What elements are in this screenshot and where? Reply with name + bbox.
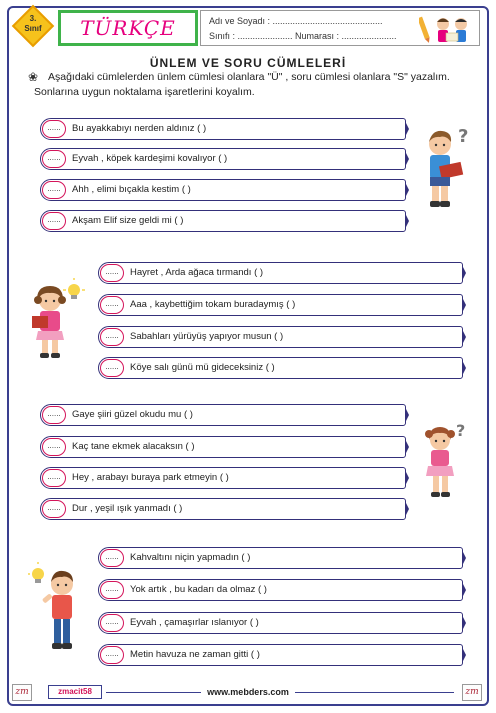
sentence-text: Köye salı günü mü gideceksiniz ( ) xyxy=(130,362,275,373)
answer-blank[interactable]: ...... xyxy=(100,614,124,632)
sentence-text: Dur , yeşil ışık yanmadı ( ) xyxy=(72,503,183,514)
sentence-text: Ahh , elimi bıçakla kestim ( ) xyxy=(72,184,191,195)
answer-blank[interactable]: ...... xyxy=(42,406,66,424)
answer-blank[interactable]: ...... xyxy=(42,212,66,230)
answer-blank[interactable]: ...... xyxy=(42,120,66,138)
sentence-row xyxy=(98,294,463,316)
sentence-row xyxy=(40,210,406,232)
thinking-girl-illustration xyxy=(420,420,474,502)
sentence-text: Hayret , Arda ağaca tırmandı ( ) xyxy=(130,267,264,278)
class-number-line: Sınıfı : ...................... Numarası : ...................... xyxy=(209,31,397,41)
subject-box xyxy=(58,10,198,46)
sentence-row xyxy=(98,612,463,634)
answer-blank[interactable]: ...... xyxy=(100,328,124,346)
answer-blank[interactable]: ...... xyxy=(100,646,124,664)
answer-blank[interactable]: ...... xyxy=(42,469,66,487)
footer-logo-left: zm xyxy=(12,684,32,701)
sentence-row xyxy=(40,179,406,201)
sentence-text: Kahvaltını niçin yapmadın ( ) xyxy=(130,552,251,563)
answer-blank[interactable]: ...... xyxy=(42,181,66,199)
answer-blank[interactable]: ...... xyxy=(100,359,124,377)
answer-blank[interactable]: ...... xyxy=(100,549,124,567)
footer-website[interactable]: www.mebders.com xyxy=(0,687,496,697)
grade-label: 3. Sınıf xyxy=(24,14,42,33)
sentence-text: Aaa , kaybettiğim tokam buradaymış ( ) xyxy=(130,299,296,310)
idea-boy-illustration xyxy=(28,562,88,658)
sentence-text: Yok artık , bu kadarı da olmaz ( ) xyxy=(130,584,267,595)
sentence-row xyxy=(40,436,406,458)
answer-blank[interactable]: ...... xyxy=(100,296,124,314)
sentence-text: Eyvah , çamaşırlar ıslanıyor ( ) xyxy=(130,617,259,628)
answer-blank[interactable]: ...... xyxy=(100,264,124,282)
sentence-row xyxy=(40,118,406,140)
answer-blank[interactable]: ...... xyxy=(42,150,66,168)
idea-girl-illustration xyxy=(28,278,86,360)
sentence-text: Bu ayakkabıyı nerden aldınız ( ) xyxy=(72,123,207,134)
sentence-row xyxy=(40,498,406,520)
sentence-text: Metin havuza ne zaman gitti ( ) xyxy=(130,649,260,660)
answer-blank[interactable]: ...... xyxy=(100,581,124,599)
sentence-text: Hey , arabayı buraya park etmeyin ( ) xyxy=(72,472,229,483)
student-info-box xyxy=(200,10,480,46)
answer-blank[interactable]: ...... xyxy=(42,438,66,456)
sentence-row xyxy=(98,357,463,379)
sentence-text: Sabahları yürüyüş yapıyor musun ( ) xyxy=(130,331,284,342)
svg-text:?: ? xyxy=(456,421,466,440)
footer-logo-right: zm xyxy=(462,684,482,701)
sentence-row xyxy=(98,326,463,348)
flower-bullet-icon: ❀ xyxy=(28,70,39,84)
thinking-boy-illustration xyxy=(418,122,474,216)
subject-title: TÜRKÇE xyxy=(80,16,176,40)
sentence-text: Eyvah , köpek kardeşimi kovalıyor ( ) xyxy=(72,153,228,164)
sentence-row xyxy=(98,644,463,666)
answer-blank[interactable]: ...... xyxy=(42,500,66,518)
kids-pencil-illustration xyxy=(419,13,477,45)
instruction-text: Aşağıdaki cümlelerden ünlem cümlesi olanlara "Ü" , soru cümlesi olanlara "S" yazalım. Sonlarına uygun noktalama işaretlerini koyalım. xyxy=(34,71,450,98)
footer-code: zmacit58 xyxy=(48,685,102,699)
worksheet-title: ÜNLEM VE SORU CÜMLELERİ xyxy=(149,56,347,70)
sentence-text: Akşam Elif size geldi mi ( ) xyxy=(72,215,184,226)
sentence-row xyxy=(40,404,406,426)
sentence-row xyxy=(98,262,463,284)
sentence-text: Gaye şiiri güzel okudu mu ( ) xyxy=(72,409,193,420)
name-line: Adı ve Soyadı : ............................................ xyxy=(209,16,383,26)
sentence-row xyxy=(40,148,406,170)
sentence-row xyxy=(98,579,463,601)
svg-text:?: ? xyxy=(458,126,469,147)
sentence-row xyxy=(40,467,406,489)
sentence-text: Kaç tane ekmek alacaksın ( ) xyxy=(72,441,195,452)
sentence-row xyxy=(98,547,463,569)
